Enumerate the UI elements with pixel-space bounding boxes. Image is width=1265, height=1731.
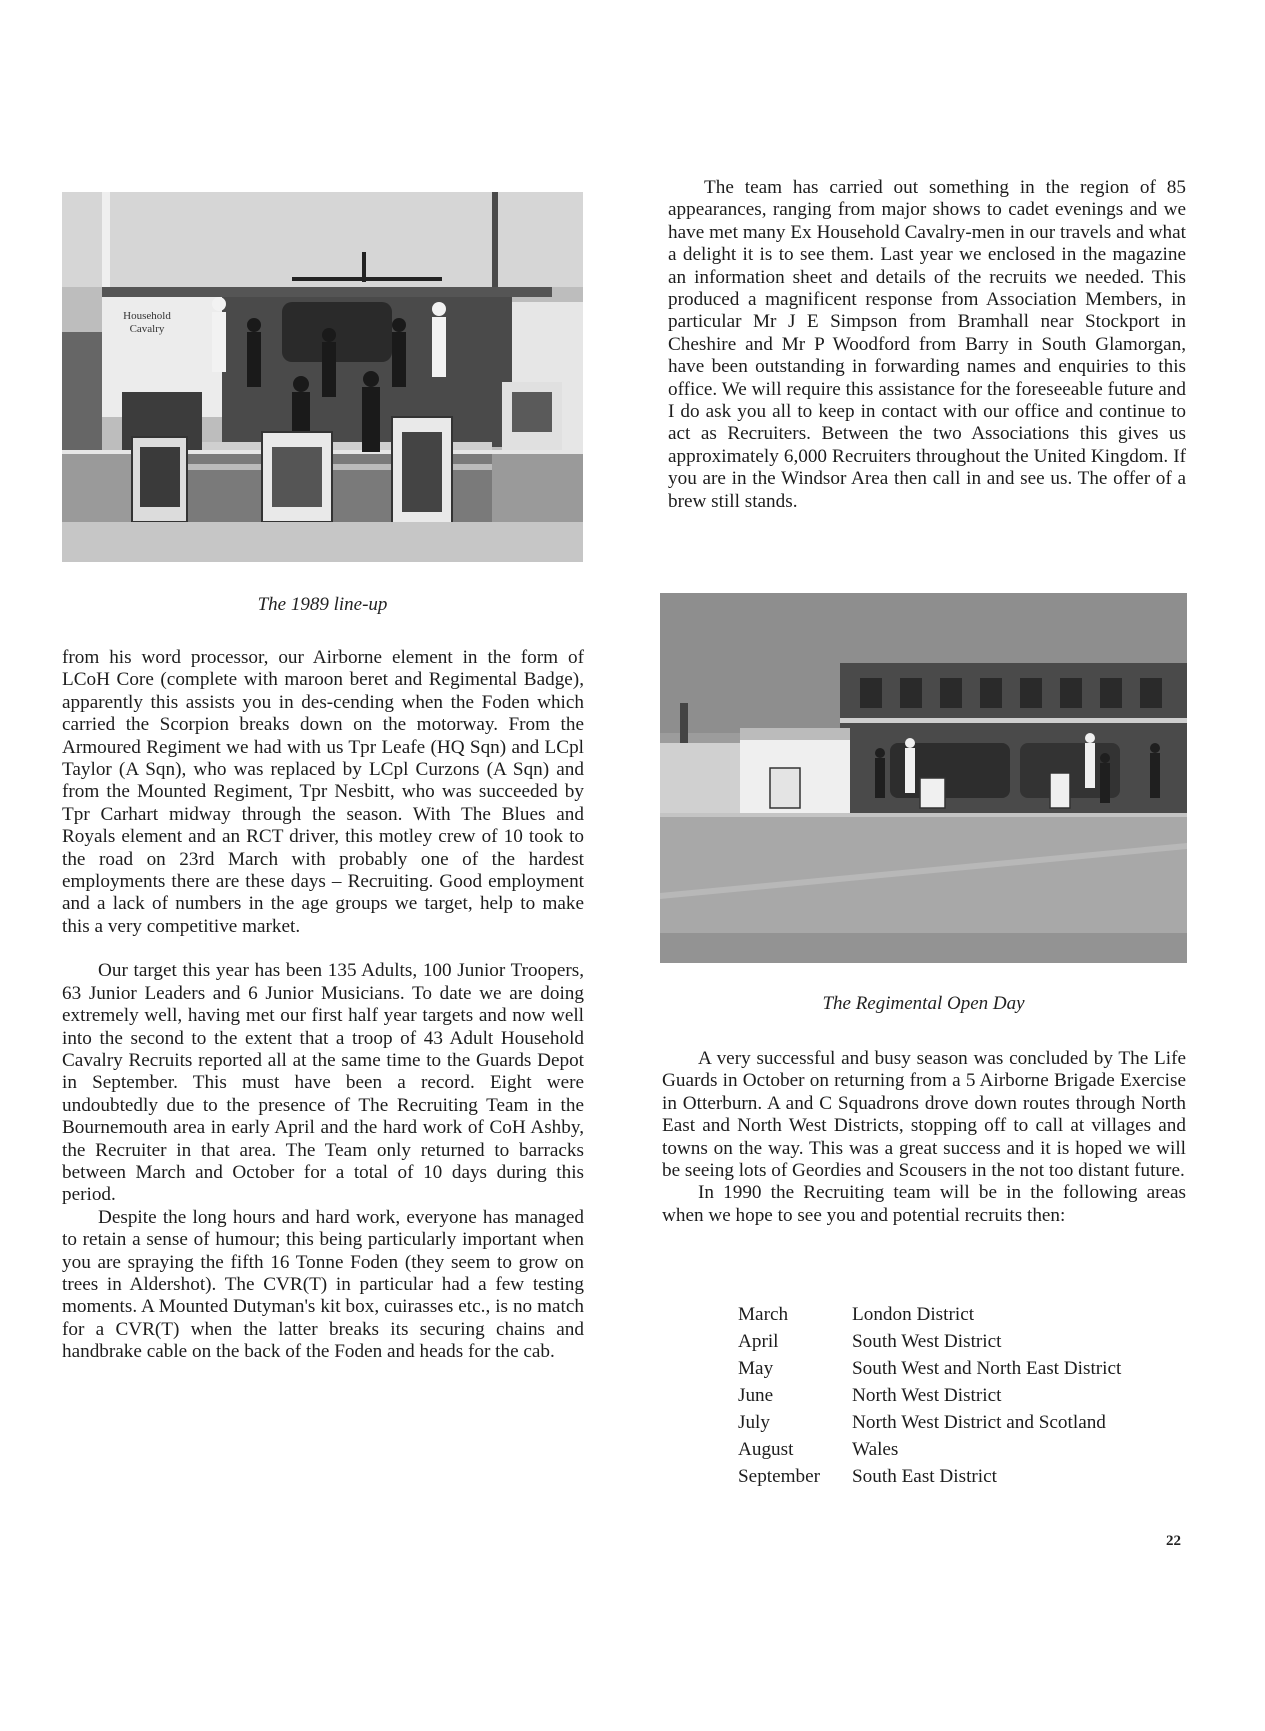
household-cavalry-sign: Household Cavalry [123, 310, 171, 335]
schedule-month: September [738, 1466, 821, 1487]
paragraph-season-concluded: A very successful and busy season was concluded by The Life Guards in October on returning from a 5 Airborne Brigade Exercise in Otterburn. A and C Squadrons drove down routes through North East and North West Districts, stopping off to call at villages and towns on the way. This was a great success and it is hoped we will be seeing lots of Geordies and Scousers in the not too distant future. [662, 1048, 1186, 1182]
photo-1989-lineup [62, 192, 583, 562]
schedule-month: June [738, 1385, 774, 1406]
paragraph-targets: Our target this year has been 135 Adults, 100 Junior Troopers, 63 Junior Leaders and 6 Junior Musicians. To date we are doing extremely well, having met our first half year targets and now well into the second to the extent that a troop of 43 Adult Household Cavalry Recruits reported all at the same time to the Guards Depot in September. This must have been a record. Eight were undoubtedly due to the presence of The Recruiting Team in the Bournemouth area in early April and the hard work of CoH Ashby, the Recruiter in that area. The Team only returned to barracks between March and October for a total of 10 days during this period. [62, 960, 584, 1206]
caption-1989-lineup: The 1989 line-up [257, 594, 388, 615]
left-column [62, 647, 584, 1364]
right-column-bottom [662, 1048, 1186, 1227]
schedule-month: May [738, 1358, 774, 1379]
schedule-row [738, 1382, 1178, 1409]
page-number: 22 [1166, 1533, 1181, 1549]
paragraph-airborne-element: from his word processor, our Airborne element in the form of LCoH Core (complete with maroon beret and Regimental Badge), apparently this assists you in des-cending when the Foden which carried the Scorpion breaks down on the motorway. From the Armoured Regiment we had with us Tpr Leafe (HQ Sqn) and LCpl Taylor (A Sqn), who was replaced by LCpl Curzons (A Sqn) and from the Mounted Regiment, Tpr Nesbitt, who was succeeded by Tpr Carhart midway through the season. With The Blues and Royals element and an RCT driver, this motley crew of 10 took to the road on 23rd March with probably one of the hardest employments there are these days – Recruiting. Good employment and a lack of numbers in the age groups we target, help to make this a very competitive market. [62, 647, 584, 937]
right-column-top [668, 177, 1186, 513]
photo-regimental-open-day [660, 593, 1187, 963]
caption-regimental-open-day: The Regimental Open Day [822, 993, 1025, 1014]
schedule-row [738, 1355, 1178, 1382]
schedule-row [738, 1328, 1178, 1355]
schedule-1990 [738, 1301, 1178, 1490]
schedule-month: July [738, 1412, 770, 1433]
schedule-row [738, 1436, 1178, 1463]
schedule-row [738, 1301, 1178, 1328]
schedule-month: March [738, 1304, 789, 1325]
schedule-row [738, 1409, 1178, 1436]
schedule-area: South West and North East District [852, 1358, 1122, 1379]
schedule-month: April [738, 1331, 779, 1352]
schedule-area: South East District [852, 1466, 997, 1487]
schedule-month: August [738, 1439, 794, 1460]
schedule-area: Wales [852, 1439, 899, 1460]
schedule-area: North West District [852, 1385, 1002, 1406]
schedule-area: South West District [852, 1331, 1002, 1352]
paragraph-humour: Despite the long hours and hard work, everyone has managed to retain a sense of humour; this being particularly important when you are spraying the fifth 16 Tonne Foden (they seem to grow on trees in Aldershot). The CVR(T) in particular had a few testing moments. A Mounted Dutyman's kit box, cuirasses etc., is no match for a CVR(T) when the latter breaks its securing chains and handbrake cable on the back of the Foden and heads for the cab. [62, 1206, 584, 1363]
paragraph-team-appearances: The team has carried out something in the region of 85 appearances, ranging from major shows to cadet evenings and we have met many Ex Household Cavalry-men in our travels and what a delight it is to see them. Last year we enclosed in the magazine an information sheet and details of the recruits we needed. This produced a magnificent response from Association Members, in particular Mr J E Simpson from Bramhall near Stockport in Cheshire and Mr P Woodford from Barry in South Glamorgan, have been outstanding in forwarding names and enquiries to this office. We will require this assistance for the foreseeable future and I do ask you all to keep in contact with our office and continue to act as Recruiters. Between the two Associations this gives us approximately 6,000 Recruiters throughout the United Kingdom. If you are in the Windsor Area then call in and see us. The offer of a brew still stands. [668, 177, 1186, 512]
schedule-area: North West District and Scotland [852, 1412, 1106, 1433]
schedule-row [738, 1463, 1178, 1490]
schedule-area: London District [852, 1304, 975, 1325]
paragraph-1990-areas: In 1990 the Recruiting team will be in the following areas when we hope to see you and potential recruits then: [662, 1182, 1186, 1226]
